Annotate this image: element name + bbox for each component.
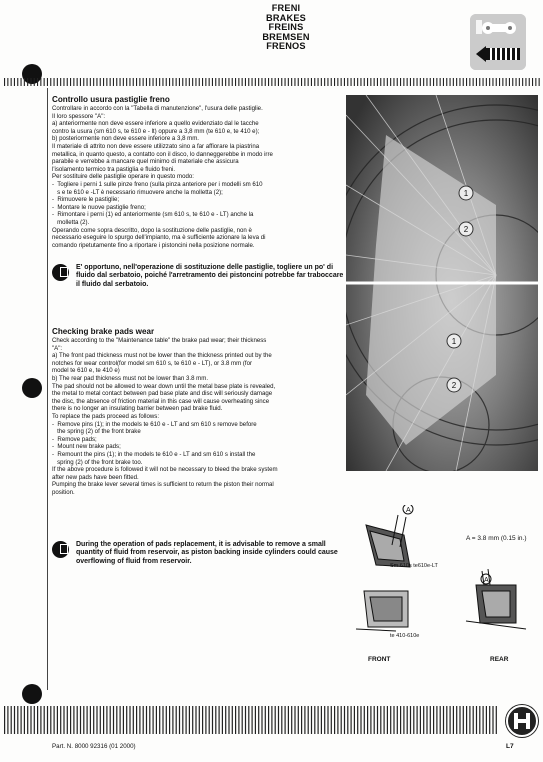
body-line: "A": (52, 344, 63, 352)
body-line: metallica, in quanto questo, a contatto con il disco, lo danneggerebbe in modo irre (52, 150, 273, 158)
photo-callout: 2 (451, 381, 457, 390)
body-line: the spring (2) of the front brake (52, 428, 141, 436)
body-line: spring (2) of the front brake too. (52, 458, 143, 466)
body-line: model te 610 e, te 410 e) (52, 367, 120, 375)
english-heading: Checking brake pads wear (52, 327, 155, 336)
body-line: Operando come sopra descritto, dopo la sostituzione delle pastiglie, non è (52, 226, 252, 234)
rear-label: REAR (490, 656, 509, 663)
model-label-te: te 410-610e (390, 633, 420, 639)
husqvarna-logo-icon (505, 704, 539, 738)
body-line: Check according to the "Maintenance table" the brake pad wear; their thickness (52, 337, 267, 344)
body-line: Controllare in accordo con la "Tabella di manutenzione", l'usura delle pastiglie. (52, 105, 263, 112)
body-line: position. (52, 488, 75, 496)
body-line: - Rimontare i perni (1) ed anteriormente (sm 610 s, te 610 e - LT) anche la (52, 211, 254, 219)
title-en: BRAKES (266, 12, 306, 23)
body-line: s e te 610 e -LT è necessario rimuovere anche la molletta (2); (52, 188, 223, 196)
front-a-label: A (406, 507, 411, 514)
body-line: Per sostituire delle pastiglie operare in questo modo: (52, 173, 194, 181)
warning-note-icon (52, 264, 69, 281)
photo-callout: 1 (463, 189, 469, 198)
body-line: - Mount new brake pads; (52, 443, 121, 451)
margin-rule (47, 88, 48, 690)
rear-a-label: A (484, 577, 489, 584)
section-titles (246, 4, 326, 52)
brake-section-icon (470, 14, 526, 70)
body-line: b) The rear pad thickness must not be lower than 3.8 mm. (52, 374, 209, 382)
brake-pad-diagram (346, 505, 538, 665)
body-line: - Montare le nuove pastiglie freno; (52, 203, 146, 211)
brake-caliper-photo (346, 95, 538, 471)
english-note: During the operation of pads replacement, it is advisable to remove a small quantity of fluid from reservoir, as piston backing inside cylinders could cause overflowing of fluid from reservoir. (76, 541, 338, 565)
body-line: Pumping the brake lever several times is sufficient to return the piston their normal (52, 481, 274, 489)
body-line: To replace the pads proceed as follows: (52, 412, 160, 420)
body-line: - Remove pins (1); in the models te 610 e - LT and sm 610 s remove before (52, 420, 257, 428)
binder-hole-bottom (22, 684, 42, 704)
title-de: BREMSEN (262, 31, 310, 42)
body-line: the disc, the absence of friction material in this case will cause overheating since (52, 397, 270, 405)
binder-hole-middle (22, 378, 42, 398)
italian-note: E' opportuno, nell'operazione di sostituzione delle pastiglie, togliere un po' di fluido dal serbatoio, poiché l'arretramento dei pistoncini potrebbe far traboccare il fluido dal serbatoio. (76, 264, 344, 288)
body-line: - Remove pads; (52, 435, 97, 443)
body-line: necessario eseguire lo spurgo dell'impianto, ma è sufficiente azionare la leva di (52, 234, 266, 242)
title-fr: FREINS (268, 22, 304, 33)
body-line: the metal to metal contact between pad base plate and disc will seriously damage (52, 390, 273, 398)
body-line: after new pads have been fitted. (52, 473, 139, 481)
part-number: Part. N. 8000 92316 (01 2000) (52, 743, 136, 750)
body-line: there is no longer an insulating barrier between pad brake fluid. (52, 405, 223, 413)
page-number: L7 (506, 743, 514, 750)
body-line: a) anteriormente non deve essere inferiore a quello evidenziato dal le tacche (52, 120, 259, 128)
body-line: comando ripetutamente fino a riportare i pistoncini nella posizione normale. (52, 241, 255, 249)
bottom-tick-rule (0, 706, 500, 736)
body-line: molletta (2). (52, 218, 90, 226)
front-label: FRONT (368, 656, 391, 663)
italian-body (52, 105, 340, 249)
body-line: - Remount the pins (1); in the models te 610 e - LT and sm 610 s install the (52, 450, 256, 458)
body-line: l'isolamento termico tra pastiglia e fluido freni. (52, 165, 176, 173)
warning-note-icon (52, 541, 69, 558)
model-label-sm: Sm 610s te610e-LT (390, 563, 438, 569)
body-line: a) The front pad thickness must not be lower than the thickness printed out by the (52, 352, 272, 360)
italian-heading: Controllo usura pastiglie freno (52, 95, 170, 104)
english-section (52, 327, 340, 496)
body-line: b) posteriormente non deve essere inferiore a 3,8 mm. (52, 135, 199, 143)
body-line: - Rimuovere le pastiglie; (52, 196, 120, 204)
body-line: notches for wear control(for model sm 610 s, te 610 e - LT), or 3.8 mm (for (52, 359, 253, 367)
photo-callout: 2 (463, 225, 469, 234)
italian-section (52, 95, 340, 249)
title-es: FRENOS (266, 41, 306, 52)
body-line: If the above procedure is followed it will not be necessary to bleed the brake system (52, 466, 278, 474)
top-tick-rule (0, 78, 543, 88)
body-line: The pad should not be allowed to wear down until the metal base plate is revealed, (52, 382, 276, 390)
thickness-spec: A = 3.8 mm (0.15 in.) (466, 535, 527, 542)
body-line: parabile e verrebbe a mancare quel minimo di materiale che assicura (52, 158, 239, 166)
english-body (52, 337, 340, 496)
title-it: FRENI (271, 3, 301, 13)
body-line: - Togliere i perni 1 sulle pinze freno (sulla pinza anteriore per i modelli sm 610 (52, 180, 263, 188)
body-line: Il loro spessore "A": (52, 112, 106, 120)
body-line: contro la usura (sm 610 s, te 610 e - lt) oppure a 3,8 mm (te 610 e, te 410 e); (52, 127, 260, 135)
photo-callout: 1 (451, 337, 457, 346)
body-line: Il materiale di attrito non deve essere utilizzato sino a far affiorare la piastrina (52, 142, 260, 150)
